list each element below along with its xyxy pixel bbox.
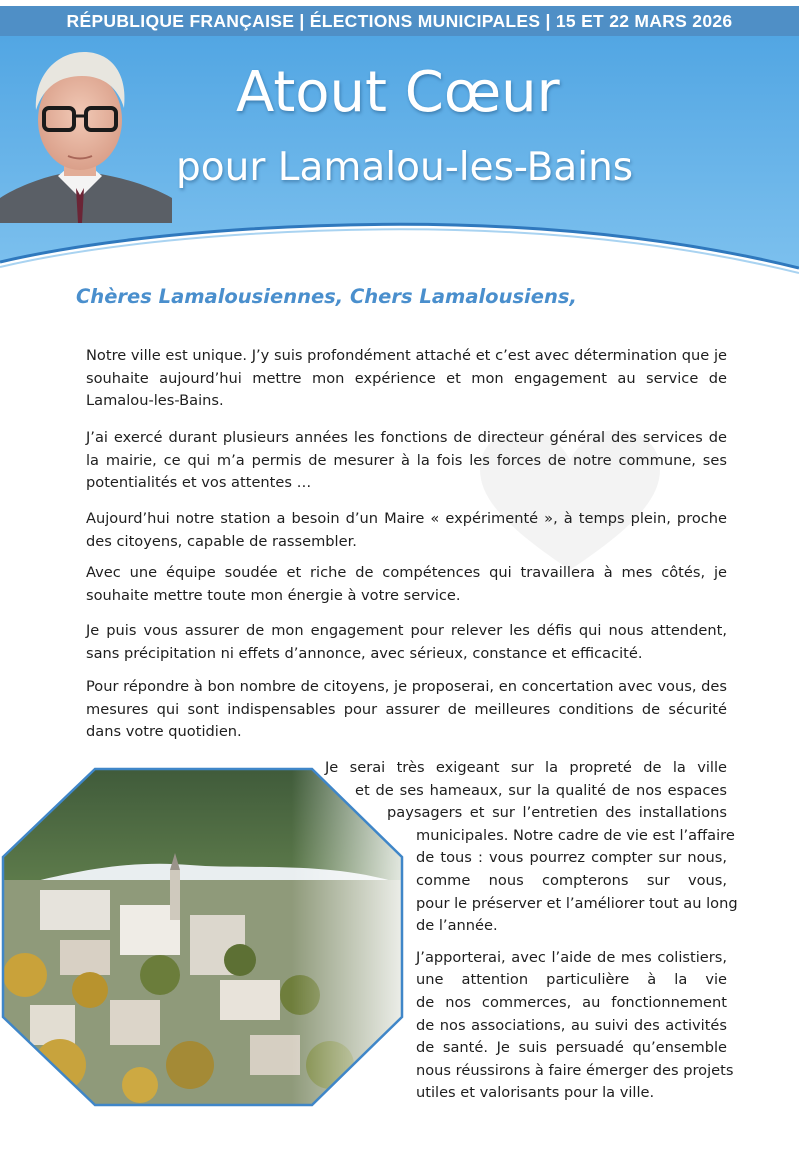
text-line: de nos commerces, au fonctionnement bbox=[416, 993, 727, 1011]
text-line: nous réussirons à faire émerger des projets bbox=[416, 1061, 734, 1079]
letter-paragraph: Aujourd’hui notre station a besoin d’un Maire « expérimenté », à temps plein, proche des citoyens, capable de rassembler. bbox=[86, 510, 727, 550]
text-line: une attention particulière à la vie bbox=[416, 971, 727, 989]
text-line: J’apporterai, avec l’aide de mes colistiers, bbox=[416, 948, 727, 966]
right-column-text bbox=[325, 757, 738, 1105]
letter-paragraph: J’ai exercé durant plusieurs années les fonctions de directeur général des services de la mairie, ce qui m’a permis de mesurer à la fois les forces de notre commune, ses potentialités et vos attentes … bbox=[86, 429, 727, 492]
candidate-portrait bbox=[0, 38, 172, 223]
election-banner bbox=[0, 6, 799, 36]
salutation: Chères Lamalousiennes, Chers Lamalousiens, bbox=[76, 285, 577, 308]
text-line: de nos associations, au suivi des activités bbox=[416, 1016, 727, 1034]
text-line: de tous : vous pourrez compter sur nous, bbox=[416, 849, 727, 867]
text-line: utiles et valorisants pour la ville. bbox=[416, 1084, 655, 1102]
letter-paragraph: Avec une équipe soudée et riche de compétences qui travaillera à mes côtés, je souhaite mettre toute mon énergie à votre service. bbox=[86, 564, 727, 604]
page-title: Atout Cœur bbox=[236, 60, 560, 125]
election-banner-text: RÉPUBLIQUE FRANÇAISE | ÉLECTIONS MUNICIPALES | 15 ET 22 MARS 2026 bbox=[66, 10, 733, 31]
text-line: pour le préserver et l’améliorer tout au long bbox=[416, 894, 738, 912]
page-subtitle: pour Lamalou-les-Bains bbox=[176, 145, 634, 190]
text-line: de l’année. bbox=[416, 917, 498, 935]
text-line: et de ses hameaux, sur la qualité de nos espaces bbox=[355, 781, 727, 799]
text-line: comme nous compterons sur vous, bbox=[416, 871, 727, 889]
text-line: paysagers et sur l’entretien des installations bbox=[387, 804, 727, 822]
letter-paragraph: Notre ville est unique. J’y suis profondément attaché et c’est avec détermination que je souhaite aujourd’hui mettre mon expérience et mon engagement au service de Lamalou-les-Bains. bbox=[86, 347, 727, 410]
letter-paragraph: Je puis vous assurer de mon engagement pour relever les défis qui nous attendent, sans précipitation ni effets d’annonce, avec sérieux, constance et efficacité. bbox=[86, 622, 727, 662]
text-line: municipales. Notre cadre de vie est l’affaire bbox=[416, 826, 735, 844]
letter-paragraph: Pour répondre à bon nombre de citoyens, je proposerai, en concertation avec vous, des mesures qui sont indispensables pour assurer de meilleures conditions de sécurité dans votre quotidien. bbox=[86, 678, 727, 741]
text-line: de santé. Je suis persuadé qu’ensemble bbox=[416, 1039, 727, 1057]
text-line: Je serai très exigeant sur la propreté de la ville bbox=[325, 759, 727, 776]
